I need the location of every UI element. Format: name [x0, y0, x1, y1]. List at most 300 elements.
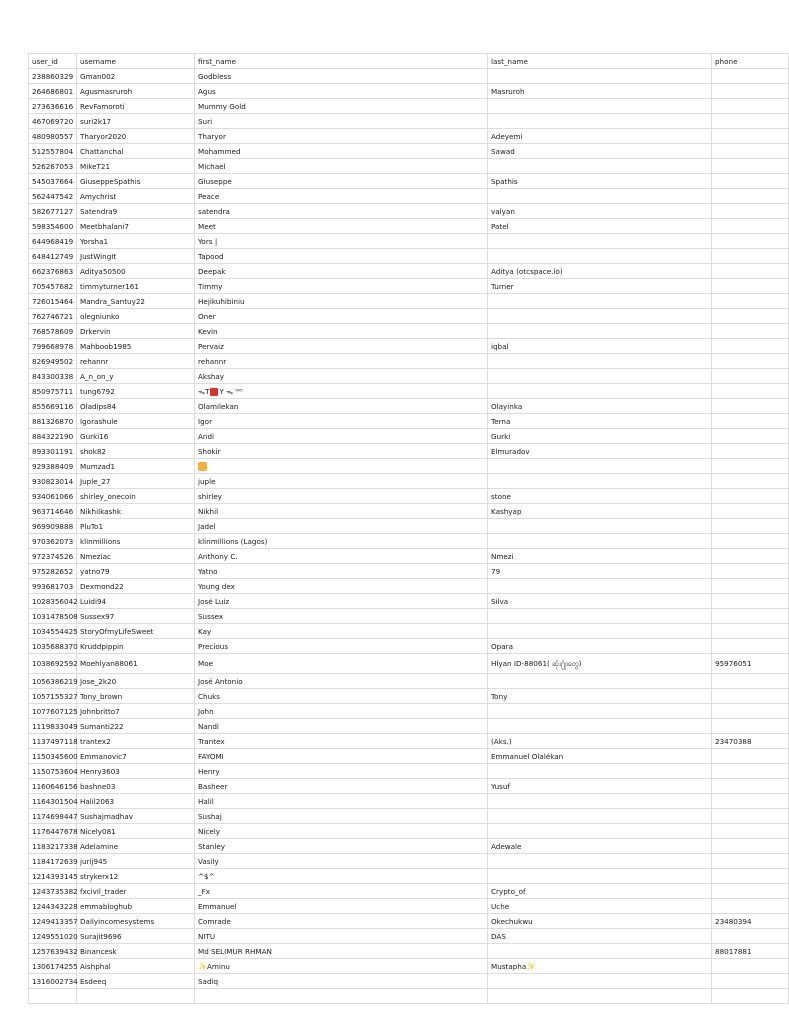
cell-username: Mandra_Santuy22: [77, 294, 195, 309]
cell-user-id: 1257639432: [29, 944, 77, 959]
cell-user-id: 762746721: [29, 309, 77, 324]
cell-first-name: Mummy Gold: [195, 99, 488, 114]
cell-last-name: [488, 794, 712, 809]
cell-phone: [712, 84, 789, 99]
cell-user-id: 1137497118: [29, 734, 77, 749]
cell-phone: [712, 624, 789, 639]
cell-username: MikeT21: [77, 159, 195, 174]
cell-phone: [712, 504, 789, 519]
cell-phone: [712, 594, 789, 609]
cell-last-name: Nmezi: [488, 549, 712, 564]
table-row: [29, 189, 789, 204]
cell-phone: [712, 474, 789, 489]
cell-first-name: Giuseppe: [195, 174, 488, 189]
cell-first-name: _Fx: [195, 884, 488, 899]
cell-last-name: [488, 309, 712, 324]
cell-user-id: 1031478508: [29, 609, 77, 624]
table-body: [29, 69, 789, 1004]
cell-user-id: 467069720: [29, 114, 77, 129]
cell-user-id: 826949502: [29, 354, 77, 369]
table-row: [29, 324, 789, 339]
cell-phone: [712, 974, 789, 989]
cell-username: Mumzad1: [77, 459, 195, 474]
cell-last-name: [488, 294, 712, 309]
cell-user-id: 1028356042: [29, 594, 77, 609]
cell-first-name: Deepak: [195, 264, 488, 279]
cell-first-name: Jadel: [195, 519, 488, 534]
cell-username: Juple_27: [77, 474, 195, 489]
cell-user-id: 1249551020: [29, 929, 77, 944]
cell-first-name: satendra: [195, 204, 488, 219]
cell-first-name: Young dex: [195, 579, 488, 594]
cell-first-name: Olamilekan: [195, 399, 488, 414]
table-row: [29, 734, 789, 749]
table-row: [29, 764, 789, 779]
cell-user-id: 993681703: [29, 579, 77, 594]
cell-first-name: Sushaj: [195, 809, 488, 824]
table-row: [29, 219, 789, 234]
cell-phone: [712, 869, 789, 884]
cell-user-id: 969909888: [29, 519, 77, 534]
cell-last-name: Yusuf: [488, 779, 712, 794]
cell-last-name: [488, 809, 712, 824]
cell-phone: [712, 114, 789, 129]
cell-first-name: Yors |: [195, 234, 488, 249]
cell-username: Nmeziac: [77, 549, 195, 564]
cell-phone: [712, 719, 789, 734]
cell-user-id: 273636616: [29, 99, 77, 114]
cell-last-name: Crypto_of: [488, 884, 712, 899]
cell-phone: [712, 249, 789, 264]
table-row: [29, 564, 789, 579]
cell-last-name: [488, 519, 712, 534]
data-table: [28, 53, 789, 1004]
table-row: [29, 384, 789, 399]
table-row: [29, 399, 789, 414]
cell-last-name: [488, 674, 712, 689]
header-user-id: user_id: [29, 54, 77, 69]
cell-phone: [712, 519, 789, 534]
cell-first-name: Comrade: [195, 914, 488, 929]
cell-username: GiuseppeSpathis: [77, 174, 195, 189]
table-row: [29, 309, 789, 324]
cell-username: strykerx12: [77, 869, 195, 884]
cell-username: emmabloghub: [77, 899, 195, 914]
cell-last-name: [488, 534, 712, 549]
cell-first-name: Tapood: [195, 249, 488, 264]
cell-username: Gman002: [77, 69, 195, 84]
cell-first-name: klinmillions (Lagos): [195, 534, 488, 549]
cell-user-id: 1035688370: [29, 639, 77, 654]
cell-phone: [712, 429, 789, 444]
cell-user-id: 1244343228: [29, 899, 77, 914]
cell-first-name: John: [195, 704, 488, 719]
cell-user-id: 545037664: [29, 174, 77, 189]
cell-last-name: Hlyan ID-88061( ဆုံး႐ုံးတွေ): [488, 654, 712, 674]
cell-phone: [712, 264, 789, 279]
cell-last-name: valyan: [488, 204, 712, 219]
cell-phone: [712, 564, 789, 579]
header-last-name: last_name: [488, 54, 712, 69]
cell-last-name: [488, 369, 712, 384]
cell-username: shirley_onecoin: [77, 489, 195, 504]
cell-last-name: Patel: [488, 219, 712, 234]
cell-first-name: Michael: [195, 159, 488, 174]
table-row: [29, 519, 789, 534]
cell-phone: [712, 144, 789, 159]
cell-last-name: (Aks.): [488, 734, 712, 749]
cell-last-name: [488, 854, 712, 869]
table-row: [29, 234, 789, 249]
cell-user-id: 799668978: [29, 339, 77, 354]
cell-last-name: Tony: [488, 689, 712, 704]
cell-first-name: [195, 989, 488, 1004]
cell-user-id: 930823014: [29, 474, 77, 489]
cell-last-name: [488, 249, 712, 264]
cell-phone: [712, 489, 789, 504]
cell-last-name: stone: [488, 489, 712, 504]
cell-user-id: 582677127: [29, 204, 77, 219]
table-row: [29, 929, 789, 944]
cell-username: JustWingIt: [77, 249, 195, 264]
cell-username: [77, 989, 195, 1004]
cell-first-name: [195, 459, 488, 474]
table-row: [29, 944, 789, 959]
cell-username: Mahboob1985: [77, 339, 195, 354]
cell-phone: [712, 279, 789, 294]
table-row: [29, 899, 789, 914]
cell-last-name: Spathis: [488, 174, 712, 189]
cell-user-id: 1150753604: [29, 764, 77, 779]
cell-phone: [712, 399, 789, 414]
cell-phone: [712, 369, 789, 384]
cell-phone: [712, 414, 789, 429]
cell-last-name: Aditya (otcspace.io): [488, 264, 712, 279]
cell-first-name: ✨Aminu: [195, 959, 488, 974]
table-row: [29, 719, 789, 734]
cell-user-id: 1150345600: [29, 749, 77, 764]
cell-phone: [712, 294, 789, 309]
table-row: [29, 489, 789, 504]
table-row: [29, 794, 789, 809]
cell-user-id: 648412749: [29, 249, 77, 264]
cell-first-name: Igor: [195, 414, 488, 429]
cell-username: tung6792: [77, 384, 195, 399]
cell-phone: [712, 779, 789, 794]
table-row: [29, 854, 789, 869]
table-row: [29, 99, 789, 114]
table-row: [29, 914, 789, 929]
table-row: [29, 444, 789, 459]
cell-first-name: Nicely: [195, 824, 488, 839]
table-row: [29, 369, 789, 384]
cell-user-id: 562447542: [29, 189, 77, 204]
cell-first-name: Shokir: [195, 444, 488, 459]
table-row: [29, 504, 789, 519]
cell-user-id: 662376863: [29, 264, 77, 279]
cell-username: Meetbhalani7: [77, 219, 195, 234]
cell-user-id: 526267053: [29, 159, 77, 174]
cell-last-name: DAS: [488, 929, 712, 944]
cell-username: A_n_on_y: [77, 369, 195, 384]
cell-last-name: [488, 719, 712, 734]
table-row: [29, 129, 789, 144]
first-name-suffix: Y ᯓ ᴼᴼ: [219, 386, 243, 396]
cell-last-name: [488, 824, 712, 839]
cell-phone: [712, 174, 789, 189]
cell-phone: [712, 309, 789, 324]
cell-username: Nicely081: [77, 824, 195, 839]
cell-username: suri2k17: [77, 114, 195, 129]
table-row: [29, 609, 789, 624]
cell-user-id: 972374526: [29, 549, 77, 564]
cell-phone: [712, 129, 789, 144]
cell-first-name: Halil: [195, 794, 488, 809]
cell-username: shok82: [77, 444, 195, 459]
cell-last-name: [488, 69, 712, 84]
cell-username: Tony_brown: [77, 689, 195, 704]
cell-last-name: [488, 324, 712, 339]
cell-first-name: Akshay: [195, 369, 488, 384]
cell-phone: [712, 609, 789, 624]
cell-user-id: 480980557: [29, 129, 77, 144]
cell-first-name: Kay: [195, 624, 488, 639]
cell-first-name: ᯓT Y ᯓ ᴼᴼ: [195, 384, 488, 399]
cell-first-name: shirley: [195, 489, 488, 504]
table-row: [29, 144, 789, 159]
cell-username: StoryOfmyLifeSweet: [77, 624, 195, 639]
cell-first-name: Pervaiz: [195, 339, 488, 354]
table-row: [29, 474, 789, 489]
cell-last-name: Elmuradov: [488, 444, 712, 459]
cell-first-name: juple: [195, 474, 488, 489]
cell-phone: [712, 69, 789, 84]
cell-username: bashne03: [77, 779, 195, 794]
cell-phone: [712, 824, 789, 839]
cell-username: timmyturner161: [77, 279, 195, 294]
cell-last-name: [488, 704, 712, 719]
cell-first-name: Timmy: [195, 279, 488, 294]
cell-last-name: iqbal: [488, 339, 712, 354]
cell-username: Nikhilkashk: [77, 504, 195, 519]
cell-user-id: 884322190: [29, 429, 77, 444]
cell-last-name: [488, 99, 712, 114]
cell-first-name: Peace: [195, 189, 488, 204]
cell-first-name: Tharyor: [195, 129, 488, 144]
cell-phone: [712, 689, 789, 704]
cell-user-id: 963714646: [29, 504, 77, 519]
cell-username: Henry3603: [77, 764, 195, 779]
cell-user-id: 1160646156: [29, 779, 77, 794]
cell-first-name: Andi: [195, 429, 488, 444]
moneybag-icon: [198, 462, 207, 471]
cell-username: Satendra9: [77, 204, 195, 219]
cell-phone: [712, 989, 789, 1004]
cell-last-name: Okechukwu: [488, 914, 712, 929]
cell-last-name: [488, 609, 712, 624]
cell-user-id: 705457682: [29, 279, 77, 294]
cell-last-name: [488, 579, 712, 594]
cell-last-name: Silva: [488, 594, 712, 609]
cell-phone: [712, 839, 789, 854]
cell-last-name: [488, 989, 712, 1004]
cell-first-name: Sadiq: [195, 974, 488, 989]
cell-username: klinmillions: [77, 534, 195, 549]
table-row: [29, 674, 789, 689]
cell-first-name: Precious: [195, 639, 488, 654]
cell-user-id: 726015464: [29, 294, 77, 309]
cell-username: Agusmasruroh: [77, 84, 195, 99]
table-row: [29, 974, 789, 989]
cell-phone: 88017881: [712, 944, 789, 959]
cell-user-id: 929388409: [29, 459, 77, 474]
cell-username: Chattanchal: [77, 144, 195, 159]
cell-last-name: [488, 114, 712, 129]
table-row: [29, 689, 789, 704]
header-first-name: first_name: [195, 54, 488, 69]
cell-username: Binancesk: [77, 944, 195, 959]
cell-last-name: Sawad: [488, 144, 712, 159]
cell-phone: [712, 639, 789, 654]
table-row: [29, 429, 789, 444]
cell-username: Luidi94: [77, 594, 195, 609]
cell-first-name: Oner: [195, 309, 488, 324]
cell-phone: [712, 384, 789, 399]
table-container[interactable]: [28, 53, 752, 1004]
cell-last-name: [488, 474, 712, 489]
cell-user-id: 1056386219: [29, 674, 77, 689]
table-row: [29, 594, 789, 609]
table-row: [29, 809, 789, 824]
cell-last-name: [488, 159, 712, 174]
cell-username: rehannr: [77, 354, 195, 369]
table-row: [29, 174, 789, 189]
cell-last-name: Olayinka: [488, 399, 712, 414]
cell-last-name: Terna: [488, 414, 712, 429]
cell-username: Sussex97: [77, 609, 195, 624]
cell-phone: [712, 534, 789, 549]
cell-username: Igorashule: [77, 414, 195, 429]
cell-phone: [712, 899, 789, 914]
table-row: [29, 624, 789, 639]
table-row: [29, 414, 789, 429]
cell-username: Dexmond22: [77, 579, 195, 594]
table-row: [29, 704, 789, 719]
cell-phone: [712, 794, 789, 809]
table-row: [29, 249, 789, 264]
table-row: [29, 654, 789, 674]
cell-last-name: [488, 624, 712, 639]
cell-phone: [712, 189, 789, 204]
cell-first-name: Kevin: [195, 324, 488, 339]
cell-first-name: Moe: [195, 654, 488, 674]
cell-username: yatno79: [77, 564, 195, 579]
cell-user-id: 850975711: [29, 384, 77, 399]
cell-user-id: 1038692592: [29, 654, 77, 674]
table-row: [29, 69, 789, 84]
table-row: [29, 959, 789, 974]
cell-last-name: 79: [488, 564, 712, 579]
table-row: [29, 264, 789, 279]
cell-user-id: 598354600: [29, 219, 77, 234]
header-phone: phone: [712, 54, 789, 69]
cell-first-name: Mohammed: [195, 144, 488, 159]
cell-phone: [712, 749, 789, 764]
cell-first-name: Meet: [195, 219, 488, 234]
cell-first-name: ^$^: [195, 869, 488, 884]
table-row: [29, 459, 789, 474]
table-row: [29, 279, 789, 294]
cell-username: Sushajmadhav: [77, 809, 195, 824]
cell-username: Kruddpippin: [77, 639, 195, 654]
table-row: [29, 114, 789, 129]
cell-phone: [712, 354, 789, 369]
cell-last-name: Adeyemi: [488, 129, 712, 144]
cell-phone: [712, 704, 789, 719]
cell-phone: 23470388: [712, 734, 789, 749]
cell-user-id: 1119833049: [29, 719, 77, 734]
cell-first-name: Godbless: [195, 69, 488, 84]
cell-username: Aishphal: [77, 959, 195, 974]
cell-first-name: Trantex: [195, 734, 488, 749]
cell-username: jurij945: [77, 854, 195, 869]
cell-user-id: 264686801: [29, 84, 77, 99]
cell-first-name: FAYOMI: [195, 749, 488, 764]
cell-phone: [712, 579, 789, 594]
cell-phone: [712, 219, 789, 234]
cell-first-name: José Antonio: [195, 674, 488, 689]
header-username: username: [77, 54, 195, 69]
cell-user-id: 970362073: [29, 534, 77, 549]
cell-last-name: Opara: [488, 639, 712, 654]
cell-first-name: Suri: [195, 114, 488, 129]
cell-first-name: Emmanuel: [195, 899, 488, 914]
cell-last-name: [488, 189, 712, 204]
cell-user-id: 1057155327: [29, 689, 77, 704]
cell-username: Emmanovic7: [77, 749, 195, 764]
cell-first-name: Basheer: [195, 779, 488, 794]
cell-last-name: [488, 944, 712, 959]
cell-first-name: rehannr: [195, 354, 488, 369]
table-row: [29, 294, 789, 309]
cell-phone: [712, 339, 789, 354]
cell-user-id: 975282652: [29, 564, 77, 579]
cell-user-id: 1316002734: [29, 974, 77, 989]
cell-last-name: Adewale: [488, 839, 712, 854]
cell-last-name: Mustapha✨: [488, 959, 712, 974]
cell-last-name: [488, 764, 712, 779]
cell-username: fxcivil_trader: [77, 884, 195, 899]
cell-last-name: [488, 384, 712, 399]
table-row: [29, 639, 789, 654]
cell-phone: [712, 884, 789, 899]
cell-user-id: 1184172639: [29, 854, 77, 869]
cell-user-id: 768578609: [29, 324, 77, 339]
cell-last-name: Masruroh: [488, 84, 712, 99]
cell-username: Yorsha1: [77, 234, 195, 249]
cell-user-id: 1174698447: [29, 809, 77, 824]
cell-last-name: Gurki: [488, 429, 712, 444]
cell-username: Drkervin: [77, 324, 195, 339]
cell-phone: [712, 764, 789, 779]
cell-phone: 95976051: [712, 654, 789, 674]
table-row: [29, 204, 789, 219]
cell-phone: [712, 854, 789, 869]
cell-username: Johnbritto7: [77, 704, 195, 719]
cell-phone: [712, 809, 789, 824]
cell-username: olegniunko: [77, 309, 195, 324]
cell-last-name: Turner: [488, 279, 712, 294]
